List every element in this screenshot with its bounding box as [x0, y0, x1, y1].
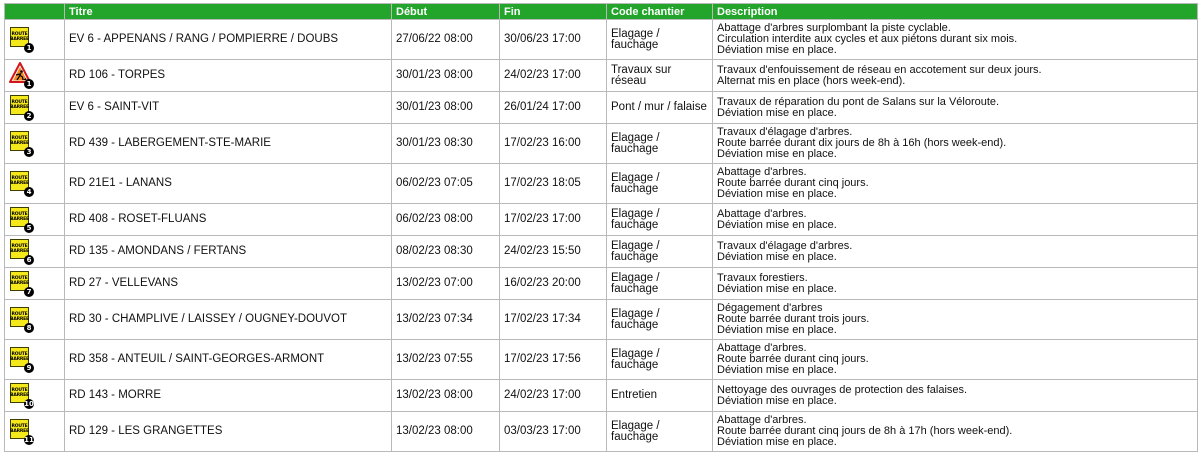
row-debut: 13/02/23 07:55 — [392, 340, 500, 380]
row-description — [713, 204, 1198, 236]
row-code-chantier — [607, 236, 713, 268]
row-description-line: Déviation mise en place. — [717, 250, 837, 263]
row-description-line: Dégagement d'arbres — [717, 302, 823, 314]
row-number-badge: 6 — [24, 255, 34, 265]
road-closed-sign-icon[interactable] — [9, 306, 33, 333]
row-description-line: Déviation mise en place. — [717, 148, 837, 160]
roadworks-table — [4, 3, 1198, 452]
row-description-line: Déviation mise en place. — [717, 188, 837, 200]
row-code-chantier-line: Elagage / — [611, 131, 660, 144]
header-titre[interactable]: Titre — [65, 4, 392, 20]
row-code-chantier — [607, 204, 713, 236]
row-number-badge: 2 — [24, 111, 34, 121]
row-code-chantier-line: fauchage — [611, 358, 659, 371]
row-fin: 17/02/23 16:00 — [500, 124, 607, 164]
sign-text-line1: ROUTE — [11, 244, 28, 249]
row-titre: RD 21E1 - LANANS — [65, 164, 392, 204]
row-code-chantier — [607, 380, 713, 412]
row-fin: 16/02/23 20:00 — [500, 268, 607, 300]
row-description — [713, 380, 1198, 412]
row-icon-cell — [5, 412, 65, 452]
table-row[interactable] — [5, 164, 1198, 204]
row-icon-cell — [5, 60, 65, 92]
table-row[interactable] — [5, 268, 1198, 300]
row-titre: RD 106 - TORPES — [65, 60, 392, 92]
row-description-line: Route barrée durant trois jours. — [717, 313, 870, 325]
header-code-chantier[interactable]: Code chantier — [607, 4, 713, 20]
sign-text-line2: BARREE — [10, 37, 29, 42]
row-description — [713, 300, 1198, 340]
row-description-line: Alternat mis en place (hors week-end). — [717, 74, 906, 87]
row-code-chantier-line: Entretien — [611, 389, 658, 401]
row-fin: 26/01/24 17:00 — [500, 92, 607, 124]
row-description — [713, 60, 1198, 92]
road-closed-sign-icon[interactable] — [9, 418, 33, 445]
row-debut: 13/02/23 07:34 — [392, 300, 500, 340]
row-code-chantier-line: Elagage / — [611, 347, 660, 360]
row-code-chantier-line: réseau — [611, 74, 647, 87]
sign-text-line2: BARREE — [10, 181, 29, 186]
sign-text-line2: BARREE — [10, 393, 29, 398]
road-closed-sign-icon[interactable] — [9, 270, 33, 297]
road-closed-sign-icon[interactable] — [9, 26, 33, 53]
row-fin: 17/02/23 17:34 — [500, 300, 607, 340]
table-row[interactable] — [5, 236, 1198, 268]
row-description-line: Travaux d'enfouissement de réseau en accotement sur deux jours. — [717, 63, 1042, 76]
row-code-chantier-line: Elagage / — [611, 239, 660, 252]
row-number-badge: 1 — [24, 43, 34, 53]
row-description-line: Déviation mise en place. — [717, 44, 837, 56]
row-number-badge: 10 — [24, 400, 34, 408]
row-titre: RD 135 - AMONDANS / FERTANS — [65, 236, 392, 268]
sign-text-line2: BARREE — [10, 281, 29, 286]
row-description-line: Travaux de réparation du pont de Salans sur la Véloroute. — [717, 95, 1000, 108]
row-code-chantier-line: fauchage — [611, 218, 659, 231]
row-titre: RD 408 - ROSET-FLUANS — [65, 204, 392, 236]
row-number-badge: 4 — [24, 187, 34, 197]
row-description-line: Abattage d'arbres surplombant la piste cyclable. — [717, 22, 951, 34]
row-number-badge: 5 — [24, 223, 34, 233]
row-icon-cell — [5, 20, 65, 60]
row-number-badge: 9 — [24, 363, 34, 373]
row-icon-cell — [5, 380, 65, 412]
row-description — [713, 340, 1198, 380]
sign-text-line1: ROUTE — [11, 136, 28, 141]
table-row[interactable] — [5, 300, 1198, 340]
row-description — [713, 268, 1198, 300]
road-closed-sign-icon[interactable] — [9, 346, 33, 373]
row-fin: 24/02/23 17:00 — [500, 60, 607, 92]
row-fin: 17/02/23 18:05 — [500, 164, 607, 204]
header-icon — [5, 4, 65, 20]
row-description-line: Travaux d'élagage d'arbres. — [717, 126, 853, 138]
row-debut: 08/02/23 08:30 — [392, 236, 500, 268]
row-description-line: Route barrée durant cinq jours de 8h à 17h (hors week-end). — [717, 425, 1013, 437]
row-debut: 30/01/23 08:30 — [392, 124, 500, 164]
row-code-chantier — [607, 92, 713, 124]
row-number-badge: 11 — [24, 436, 34, 444]
row-debut: 13/02/23 07:00 — [392, 268, 500, 300]
row-description — [713, 124, 1198, 164]
row-description — [713, 412, 1198, 452]
row-icon-cell — [5, 236, 65, 268]
row-code-chantier-line: fauchage — [611, 38, 659, 51]
road-closed-sign-icon[interactable] — [9, 170, 33, 197]
road-closed-sign-icon[interactable] — [9, 130, 33, 157]
row-icon-cell — [5, 204, 65, 236]
row-fin: 17/02/23 17:00 — [500, 204, 607, 236]
row-titre: EV 6 - APPENANS / RANG / POMPIERRE / DOUBS — [65, 20, 392, 60]
row-debut: 30/01/23 08:00 — [392, 60, 500, 92]
row-description — [713, 236, 1198, 268]
row-description — [713, 20, 1198, 60]
row-titre: RD 30 - CHAMPLIVE / LAISSEY / OUGNEY-DOUVOT — [65, 300, 392, 340]
row-number-badge: 1 — [24, 79, 34, 89]
road-closed-sign-icon[interactable] — [9, 94, 33, 121]
row-debut: 13/02/23 08:00 — [392, 380, 500, 412]
sign-text-line1: ROUTE — [11, 212, 28, 217]
row-code-chantier — [607, 268, 713, 300]
sign-text-line1: ROUTE — [11, 312, 28, 317]
row-icon-cell — [5, 300, 65, 340]
row-titre: RD 27 - VELLEVANS — [65, 268, 392, 300]
sign-text-line1: ROUTE — [11, 100, 28, 105]
row-description-line: Abattage d'arbres. — [717, 342, 807, 354]
row-code-chantier-line: Elagage / — [611, 171, 660, 184]
row-description-line: Route barrée durant cinq jours. — [717, 177, 869, 189]
header-description[interactable]: Description — [713, 4, 1198, 20]
row-description-line: Déviation mise en place. — [717, 364, 837, 376]
row-fin: 24/02/23 15:50 — [500, 236, 607, 268]
row-icon-cell — [5, 340, 65, 380]
table-row[interactable] — [5, 340, 1198, 380]
road-closed-sign-icon[interactable] — [9, 206, 33, 233]
row-code-chantier-line: fauchage — [611, 282, 659, 295]
sign-text-line2: BARREE — [10, 249, 29, 254]
row-code-chantier-line: Elagage / — [611, 271, 660, 284]
row-debut: 06/02/23 08:00 — [392, 204, 500, 236]
row-icon-cell — [5, 268, 65, 300]
sign-text-line1: ROUTE — [11, 32, 28, 37]
row-code-chantier-line: Elagage / — [611, 207, 660, 220]
sign-text-line2: BARREE — [10, 105, 29, 110]
sign-text-line2: BARREE — [10, 317, 29, 322]
row-description-line: Abattage d'arbres. — [717, 207, 807, 220]
sign-text-line1: ROUTE — [11, 388, 28, 393]
row-icon-cell — [5, 164, 65, 204]
row-description-line: Déviation mise en place. — [717, 324, 837, 336]
row-code-chantier-line: Travaux sur — [611, 63, 672, 76]
table-row[interactable] — [5, 380, 1198, 412]
row-description-line: Déviation mise en place. — [717, 106, 837, 119]
table-row[interactable] — [5, 20, 1198, 60]
road-closed-sign-icon[interactable] — [9, 382, 33, 409]
row-code-chantier — [607, 300, 713, 340]
table-row[interactable] — [5, 412, 1198, 452]
row-description-line: Travaux forestiers. — [717, 271, 808, 284]
row-code-chantier — [607, 20, 713, 60]
row-code-chantier — [607, 340, 713, 380]
header-debut[interactable]: Début — [392, 4, 500, 20]
row-description — [713, 92, 1198, 124]
sign-text-line1: ROUTE — [11, 276, 28, 281]
sign-text-line2: BARREE — [10, 429, 29, 434]
row-description-line: Déviation mise en place. — [717, 436, 837, 448]
row-description-line: Circulation interdite aux cycles et aux piétons durant six mois. — [717, 33, 1018, 45]
row-description — [713, 164, 1198, 204]
row-debut: 13/02/23 08:00 — [392, 412, 500, 452]
row-code-chantier — [607, 124, 713, 164]
row-number-badge: 8 — [24, 323, 34, 333]
row-code-chantier-line: fauchage — [611, 142, 659, 155]
row-code-chantier-line: Pont / mur / falaise — [611, 101, 707, 113]
row-description-line: Déviation mise en place. — [717, 394, 837, 407]
sign-text-line2: BARREE — [10, 217, 29, 222]
row-code-chantier-line: fauchage — [611, 182, 659, 195]
row-description-line: Nettoyage des ouvrages de protection des falaises. — [717, 383, 968, 396]
row-titre: EV 6 - SAINT-VIT — [65, 92, 392, 124]
row-code-chantier — [607, 412, 713, 452]
row-debut: 27/06/22 08:00 — [392, 20, 500, 60]
road-closed-sign-icon[interactable] — [9, 238, 33, 265]
row-description-line: Abattage d'arbres. — [717, 166, 807, 178]
sign-text-line2: BARREE — [10, 357, 29, 362]
row-code-chantier — [607, 60, 713, 92]
table-row[interactable] — [5, 124, 1198, 164]
row-description-line: Route barrée durant cinq jours. — [717, 353, 869, 365]
row-debut: 30/01/23 08:00 — [392, 92, 500, 124]
row-number-badge: 3 — [24, 147, 34, 157]
table-row[interactable] — [5, 204, 1198, 236]
sign-text-line1: ROUTE — [11, 176, 28, 181]
row-description-line: Déviation mise en place. — [717, 218, 837, 231]
row-code-chantier-line: Elagage / — [611, 307, 660, 320]
row-description-line: Abattage d'arbres. — [717, 414, 807, 426]
row-description-line: Déviation mise en place. — [717, 282, 837, 295]
row-description-line: Route barrée durant dix jours de 8h à 16h (hors week-end). — [717, 137, 1007, 149]
row-fin: 24/02/23 17:00 — [500, 380, 607, 412]
sign-text-line2: BARREE — [10, 141, 29, 146]
row-titre: RD 143 - MORRE — [65, 380, 392, 412]
header-fin[interactable]: Fin — [500, 4, 607, 20]
row-code-chantier — [607, 164, 713, 204]
row-titre: RD 129 - LES GRANGETTES — [65, 412, 392, 452]
row-description-line: Travaux d'élagage d'arbres. — [717, 239, 853, 252]
row-code-chantier-line: Elagage / — [611, 419, 660, 432]
row-debut: 06/02/23 07:05 — [392, 164, 500, 204]
row-code-chantier-line: fauchage — [611, 250, 659, 263]
row-fin: 03/03/23 17:00 — [500, 412, 607, 452]
table-row[interactable] — [5, 60, 1198, 92]
row-titre: RD 358 - ANTEUIL / SAINT-GEORGES-ARMONT — [65, 340, 392, 380]
sign-text-line1: ROUTE — [11, 424, 28, 429]
row-fin: 17/02/23 17:56 — [500, 340, 607, 380]
row-icon-cell — [5, 92, 65, 124]
row-fin: 30/06/23 17:00 — [500, 20, 607, 60]
table-row[interactable] — [5, 92, 1198, 124]
row-number-badge: 7 — [24, 287, 34, 297]
sign-text-line1: ROUTE — [11, 352, 28, 357]
table-header-row — [5, 4, 1198, 20]
row-titre: RD 439 - LABERGEMENT-STE-MARIE — [65, 124, 392, 164]
row-code-chantier-line: fauchage — [611, 430, 659, 443]
row-code-chantier-line: Elagage / — [611, 27, 660, 40]
row-code-chantier-line: fauchage — [611, 318, 659, 331]
roadwork-warning-icon[interactable] — [9, 62, 33, 89]
row-icon-cell — [5, 124, 65, 164]
